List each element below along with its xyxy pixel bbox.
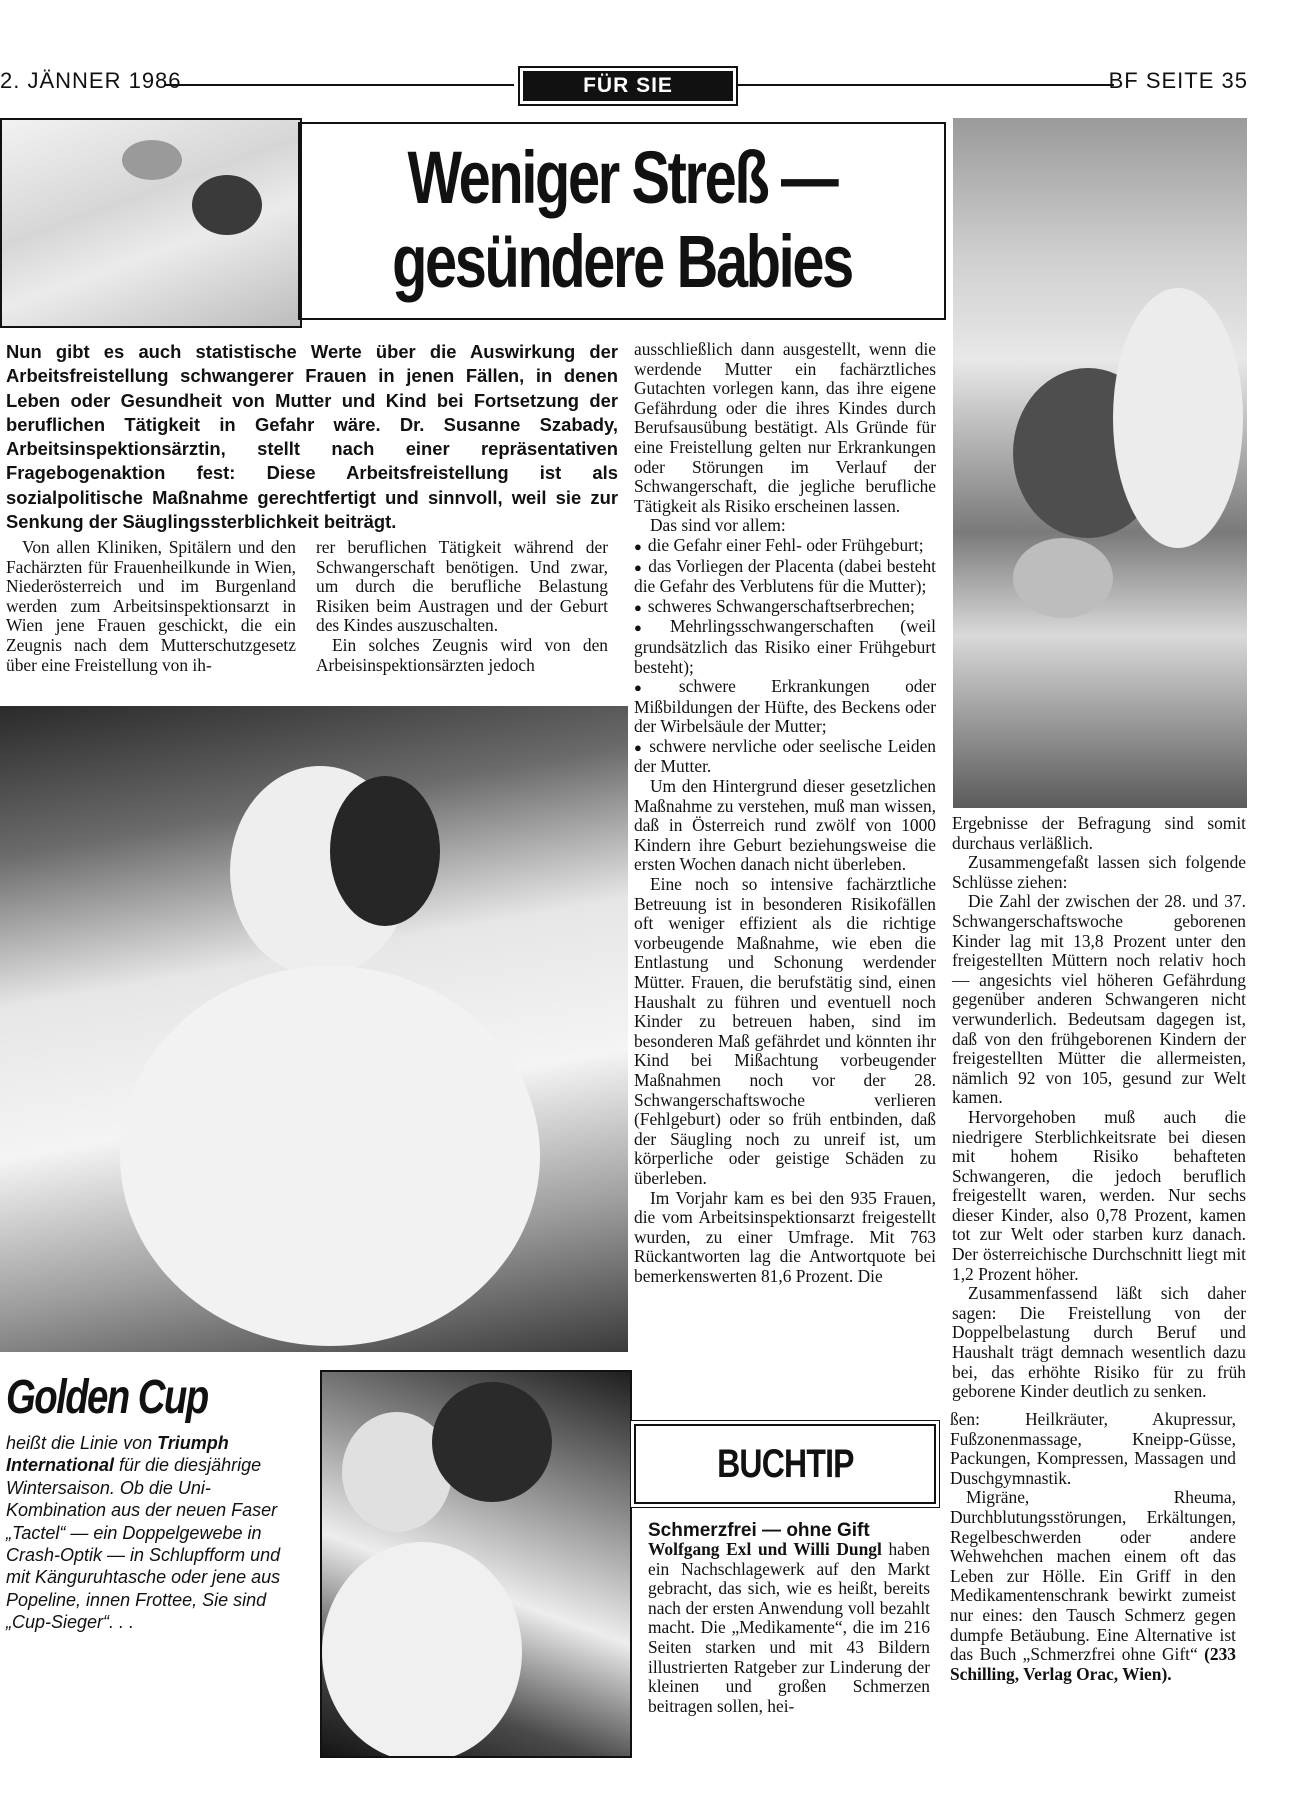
article-column-4 (952, 814, 1246, 1402)
article-col3-p3: Um den Hintergrund dieser gesetzlichen Maßnahme zu verstehen, muß man wissen, daß in Österreich rund zwölf von 1000 Kindern ihre Geburt beziehungsweise die ersten Wochen danach nicht überleben. (634, 776, 936, 875)
buchtip-column-1 (648, 1540, 930, 1716)
golden-cup-text (6, 1432, 296, 1634)
buchtip-text-3 (950, 1488, 1236, 1684)
header-page-number: BF SEITE 35 (1108, 68, 1248, 93)
golden-cup-text-2: für die diesjährige Wintersaison. Ob die Uni-Kombination aus der neuen Faser „Tactel“ — ein Doppelgewebe in Crash-Optik — in Schlupfform und mit Känguruhtasche oder jene aus Popeline, innen Frottee, Sie sind „Cup-Sieger“. . . (6, 1455, 281, 1633)
header-date: 2. JÄNNER 1986 (0, 68, 182, 93)
article-col1-text: Von allen Kliniken, Spitälern und den Fachärzten für Frauenheilkunde in Wien, Niederösterreich und im Burgenland werden zum Arbeitsinspektionsarzt in Wien jene Frauen geschickt, die ein Zeugnis nach dem Mutterschutzgesetz über eine Freistellung von ih- (6, 537, 296, 675)
buchtip-subtitle: Schmerzfrei — ohne Gift (648, 1520, 870, 1541)
article-col4-p5: Zusammenfassend läßt sich daher sagen: Die Freistellung von der Doppelbelastung durch Beruf und Haushalt trägt demnach wesentlich dazu bei, das erhöhte Risiko für zu früh geborene Kinder deutlich zu senken. (952, 1283, 1246, 1402)
buchtip-column-2 (950, 1410, 1236, 1684)
buchtip-text-2: ßen: Heilkräuter, Akupressur, Fußzonenmassage, Kneipp-Güsse, Packungen, Kompressen, Massagen und Duschgymnastik. (950, 1409, 1236, 1488)
article-col4-p2: Zusammengefaßt lassen sich folgende Schlüsse ziehen: (952, 852, 1246, 892)
article-col3-p1: ausschließlich dann ausgestellt, wenn die werdende Mutter ein fachärztliches Gutachten vorlegen kann, das ihre eigene Gefährdung oder die ihres Kindes durch Berufsausübung bestätigt. Als Gründe für eine Freistellung gelten nur Erkrankungen oder Störungen im Verlauf der Schwangerschaft, die jegliche berufliche Tätigkeit als Risiko erscheinen lassen. (634, 339, 936, 516)
article-col4-p3: Die Zahl der zwischen der 28. und 37. Schwangerschaftswoche geborenen Kinder lag mit 13,8 Prozent unter den freigestellten Müttern noch relativ hoch — angesichts viel höheren Gefährdung gegenüber anderen Schwangeren nicht verwunderlich. Bedeutsam dagegen ist, daß von den frühgeborenen Kindern der freigestellten Mütter die allermeisten, nämlich 92 von 105, gesund zur Welt kamen. (952, 891, 1246, 1108)
risk-factor-item: ● schweres Schwangerschaftserbrechen; (634, 597, 936, 618)
golden-cup-text-1: heißt die Linie von (6, 1433, 158, 1453)
article-col2-p2: Ein solches Zeugnis wird von den Arbeisinspektionsärzten jedoch (316, 634, 608, 675)
risk-factor-item: ● schwere nervliche oder seelische Leiden der Mutter. (634, 737, 936, 777)
risk-factor-item: ● Mehrlingsschwangerschaften (weil grundsätzlich das Risiko einer Frühgeburt besteht); (634, 617, 936, 677)
buchtip-text-1 (648, 1540, 930, 1716)
buchtip-text-1a: haben ein Nachschlagewerk auf den Markt gebracht, das sich, wie es heißt, bereits nach der ersten Anwendung voll bezahlt macht. Die „Medikamente“, die im 216 Seiten starken und mit 43 Bildern illustrierten Ratgeber zur Linderung der kleinen und großen Schmerzen beitragen sollen, hei- (648, 1539, 930, 1716)
buchtip-price: (233 Schilling, Verlag Orac, Wien). (950, 1644, 1236, 1684)
couple-ski-photo (320, 1370, 632, 1758)
risk-factor-item: ● schwere Erkrankungen oder Mißbildungen der Hüfte, des Beckens oder der Wirbelsäule der Mutter; (634, 677, 936, 737)
risk-factor-item: ● das Vorliegen der Placenta (dabei besteht die Gefahr des Verblutens für die Mutter); (634, 557, 936, 597)
article-col3-p4: Eine noch so intensive fachärztliche Betreuung ist in besonderen Risikofällen oft weniger effizient als die richtige vorbeugende Maßnahme, wie eben die Entlastung und Schonung werdender Mütter. Frauen, die berufstätig sind, einen Haushalt zu führen und eventuell noch Kinder zu betreuen haben, sind im besonderen Maß gefährdet und könnten ihr Kind bei Mißachtung vorbeugender Maßnahmen noch vor der 28. Schwangerschaftswoche verlieren (Fehlgeburt) oder so früh entbinden, daß der Säugling noch zu unreif ist, um körperliche oder geistige Schäden zu überleben. (634, 874, 936, 1188)
risk-factor-item: ● die Gefahr einer Fehl- oder Frühgeburt; (634, 536, 936, 557)
buchtip-box (634, 1424, 936, 1504)
buchtip-authors: Wolfgang Exl und Willi Dungl (648, 1539, 882, 1559)
headline-line-1: Weniger Streß — (407, 136, 837, 219)
article-col4-p4: Hervorgehoben muß auch die niedrigere Sterblichkeitsrate bei diesen mit hohem Risiko behafteten Schwangeren, die jedoch beruflich freigestellt waren, werden. Nur sechs dieser Kinder, also 0,78 Prozent, kamen tot zur Welt oder starben kurz danach. Der österreichische Durchschnitt liegt mit 1,2 Prozent höher. (952, 1106, 1246, 1284)
article-column-2 (316, 538, 608, 675)
headline-line-2: gesündere Babies (392, 220, 852, 303)
golden-cup-brand: Triumph International (6, 1433, 229, 1476)
section-label: FÜR SIE (518, 66, 738, 106)
ski-fashion-photo (0, 706, 628, 1352)
article-column-3 (634, 340, 936, 1287)
risk-factor-list (634, 536, 936, 777)
golden-cup-title: Golden Cup (6, 1371, 208, 1424)
article-col3-p5: Im Vorjahr kam es bei den 935 Frauen, die vom Arbeitsinspektionsarzt freigestellt wurden, zu einer Umfrage. Mit 763 Rückantworten lag die Antwortquote bei bemerkenswerten 81,6 Prozent. Die (634, 1187, 936, 1286)
article-col3-p2: Das sind vor allem: (650, 515, 786, 536)
buchtip-title: BUCHTIP (716, 1442, 854, 1486)
headline-box (298, 122, 946, 320)
buchtip-text-3a: Migräne, Rheuma, Durchblutungsstörungen, Erkältungen, Regelbeschwerden oder andere Wehwehchen machen einem oft das Leben zur Hölle. Ein Griff in den Medikamentenschrank bewirkt zumeist nur eines: den Tausch Schmerz gegen dumpfe Betäubung. Eine Alternative ist das Buch „Schmerzfrei ohne Gift“ (950, 1487, 1236, 1665)
article-col2-p1: rer beruflichen Tätigkeit während der Schwangerschaft benötigen. Und zwar, um durch die berufliche Belastung Risiken beim Austragen und der Geburt des Kindes auszuschalten. (316, 537, 608, 636)
crying-baby-photo (953, 118, 1247, 808)
newborn-photo-top (0, 118, 302, 328)
header-rule-left (164, 84, 514, 86)
article-col4-p1: Ergebnisse der Befragung sind somit durchaus verläßlich. (952, 813, 1246, 853)
lead-paragraph: Nun gibt es auch statistische Werte über die Auswirkung der Arbeitsfreistellung schwangerer Frauen in jenen Fällen, in denen Leben oder Gesundheit von Mutter und Kind bei Fortsetzung der beruflichen Tätigkeit in Gefahr wäre. Dr. Susanne Szabady, Arbeitsinspektionsärztin, stellt nach einer repräsentativen Fragebogenaktion fest: Diese Arbeitsfreistellung ist als sozialpolitische Maßnahme gerechtfertigt und sinnvoll, weil sie zur Senkung der Säuglingssterblichkeit beiträgt. (6, 341, 618, 533)
header-rule-right (738, 84, 1114, 86)
article-column-1 (6, 538, 296, 675)
